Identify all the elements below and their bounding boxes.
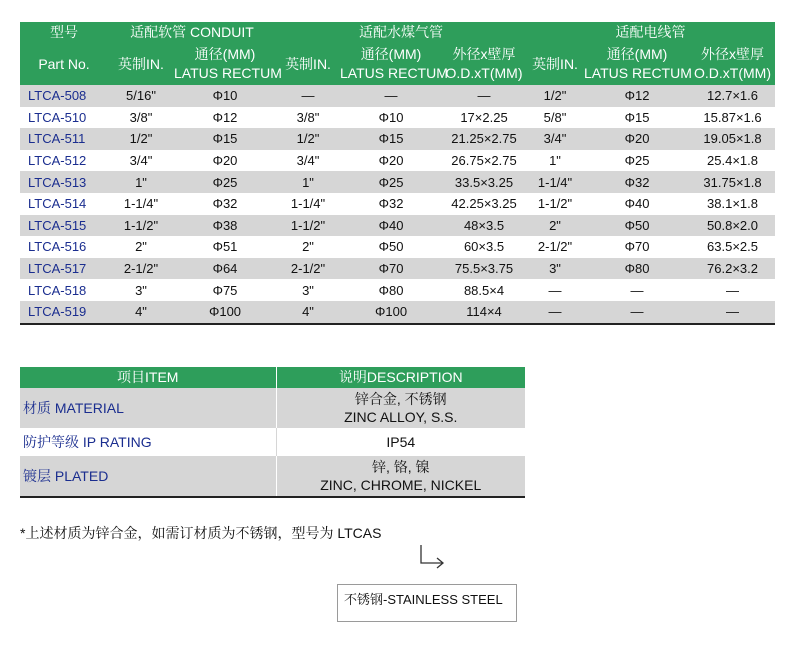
wire-bore-cell: Φ20 (584, 128, 690, 150)
wire-inch-cell: 3" (526, 258, 584, 280)
wire-inch-cell: 5/8" (526, 107, 584, 129)
conduit-bore-cell: Φ25 (174, 171, 276, 193)
table-row (20, 85, 775, 107)
conduit-inch-cell: 3/4" (108, 150, 174, 172)
material-table (20, 367, 525, 498)
part-number-cell: LTCA-519 (20, 301, 108, 324)
description-cn: 锌, 铬, 镍 (371, 459, 430, 475)
gas-od-cell: 60×3.5 (442, 236, 526, 258)
wire-od-cell: 31.75×1.8 (690, 171, 775, 193)
gas-bore-cell: Φ10 (340, 107, 442, 129)
description-cn: 锌合金, 不锈钢 (354, 391, 447, 407)
item-header: 项目ITEM (20, 367, 276, 388)
wire-bore-cell: Φ50 (584, 215, 690, 237)
conduit-bore-cell: Φ20 (174, 150, 276, 172)
footnote: *上述材质为锌合金，如需订材质为不锈钢，型号为 LTCAS (20, 525, 382, 541)
table-row (20, 150, 775, 172)
conduit-inch-cell: 1-1/2" (108, 215, 174, 237)
gas-od-cell: 21.25×2.75 (442, 128, 526, 150)
stainless-steel-callout: 不锈钢-STAINLESS STEEL (337, 584, 517, 622)
wire-od-cell: 25.4×1.8 (690, 150, 775, 172)
gas-od-cell: 33.5×3.25 (442, 171, 526, 193)
bore-cn-label: 通径(MM) (360, 46, 422, 62)
wire-inch-cell: 3/4" (526, 128, 584, 150)
description-en: ZINC ALLOY, S.S. (344, 409, 458, 425)
wire-od-cell: 15.87×1.6 (690, 107, 775, 129)
conduit-inch-cell: 5/16" (108, 85, 174, 107)
gas-od-cell: 26.75×2.75 (442, 150, 526, 172)
part-number-cell: LTCA-513 (20, 171, 108, 193)
part-no-header: Part No. (20, 43, 108, 85)
wire-od-cell: 76.2×3.2 (690, 258, 775, 280)
gas-inch-cell: 2" (276, 236, 340, 258)
conduit-header: 适配软管 CONDUIT (108, 22, 276, 43)
gas-od-cell: — (442, 85, 526, 107)
conduit-inch-cell: 1/2" (108, 128, 174, 150)
gas-inch-cell: 3" (276, 279, 340, 301)
wire-od-cell: 12.7×1.6 (690, 85, 775, 107)
wire-inch-cell: — (526, 301, 584, 324)
table-row (20, 388, 525, 428)
table-row (20, 215, 775, 237)
gas-inch-cell: 3/8" (276, 107, 340, 129)
model-header: 型号 (20, 22, 108, 43)
bore-cn-label: 通径(MM) (194, 46, 256, 62)
wire-bore-cell: Φ70 (584, 236, 690, 258)
conduit-bore-cell: Φ15 (174, 128, 276, 150)
wire-inch-header: 英制IN. (526, 43, 584, 85)
gas-bore-cell: Φ50 (340, 236, 442, 258)
conduit-inch-cell: 2-1/2" (108, 258, 174, 280)
bore-cn-label: 通径(MM) (606, 46, 668, 62)
conduit-inch-cell: 3/8" (108, 107, 174, 129)
wire-bore-cell: Φ32 (584, 171, 690, 193)
gas-od-cell: 48×3.5 (442, 215, 526, 237)
wire-bore-cell: Φ40 (584, 193, 690, 215)
gas-od-cell: 17×2.25 (442, 107, 526, 129)
part-number-cell: LTCA-517 (20, 258, 108, 280)
wire-bore-cell: Φ80 (584, 258, 690, 280)
gas-od-cell: 75.5×3.75 (442, 258, 526, 280)
conduit-inch-cell: 2" (108, 236, 174, 258)
gas-bore-cell: Φ100 (340, 301, 442, 324)
wire-inch-cell: 2" (526, 215, 584, 237)
part-number-cell: LTCA-510 (20, 107, 108, 129)
bore-en-label: LATUS RECTUM (174, 65, 282, 81)
conduit-inch-cell: 3" (108, 279, 174, 301)
bore-en-label: LATUS RECTUM (584, 65, 692, 81)
gas-bore-cell: Φ80 (340, 279, 442, 301)
corner-arrow-icon (418, 544, 448, 570)
gas-inch-cell: — (276, 85, 340, 107)
od-en-label: O.D.xT(MM) (694, 65, 772, 81)
wire-bore-cell: Φ15 (584, 107, 690, 129)
wire-od-cell: 38.1×1.8 (690, 193, 775, 215)
spec-table-body (20, 85, 775, 324)
gas-bore-cell: Φ20 (340, 150, 442, 172)
table-row (20, 301, 775, 324)
wire-od-cell: 19.05×1.8 (690, 128, 775, 150)
od-cn-label: 外径x壁厚 (452, 46, 516, 62)
wire-bore-header (584, 43, 690, 85)
part-number-cell: LTCA-512 (20, 150, 108, 172)
wire-pipe-header: 适配电线管 (526, 22, 775, 43)
part-number-cell: LTCA-511 (20, 128, 108, 150)
gas-bore-cell: Φ25 (340, 171, 442, 193)
gas-inch-cell: 1/2" (276, 128, 340, 150)
conduit-bore-cell: Φ100 (174, 301, 276, 324)
wire-inch-cell: 1-1/4" (526, 171, 584, 193)
wire-inch-cell: 1" (526, 150, 584, 172)
gas-inch-cell: 2-1/2" (276, 258, 340, 280)
conduit-bore-header (174, 43, 282, 85)
conduit-inch-cell: 1-1/4" (108, 193, 174, 215)
wire-od-cell: 50.8×2.0 (690, 215, 775, 237)
conduit-inch-header: 英制IN. (108, 43, 174, 85)
part-number-cell: LTCA-514 (20, 193, 108, 215)
part-number-cell: LTCA-516 (20, 236, 108, 258)
description-header: 说明DESCRIPTION (276, 367, 525, 388)
wire-bore-cell: Φ25 (584, 150, 690, 172)
part-number-cell: LTCA-518 (20, 279, 108, 301)
part-number-cell: LTCA-508 (20, 85, 108, 107)
conduit-bore-cell: Φ51 (174, 236, 276, 258)
wire-od-cell: — (690, 279, 775, 301)
plated-item-label: 镀层 PLATED (20, 456, 276, 497)
description-en: IP54 (386, 434, 416, 450)
material-item-label: 材质 MATERIAL (20, 388, 276, 428)
table-row (20, 279, 775, 301)
gas-bore-cell: Φ40 (340, 215, 442, 237)
description-en: ZINC, CHROME, NICKEL (320, 477, 482, 493)
table-row (20, 258, 775, 280)
table-row (20, 193, 775, 215)
gas-bore-cell: Φ15 (340, 128, 442, 150)
gas-od-cell: 114×4 (442, 301, 526, 324)
gas-od-header (442, 43, 526, 85)
gas-od-cell: 42.25×3.25 (442, 193, 526, 215)
wire-inch-cell: 1/2" (526, 85, 584, 107)
conduit-bore-cell: Φ38 (174, 215, 276, 237)
gas-bore-cell: Φ70 (340, 258, 442, 280)
bore-en-label: LATUS RECTUM (340, 65, 448, 81)
ip-rating-description (276, 428, 525, 456)
conduit-inch-cell: 4" (108, 301, 174, 324)
material-description (276, 388, 525, 428)
table-row (20, 171, 775, 193)
conduit-bore-cell: Φ32 (174, 193, 276, 215)
conduit-bore-cell: Φ64 (174, 258, 276, 280)
gas-inch-header: 英制IN. (276, 43, 340, 85)
wire-od-cell: — (690, 301, 775, 324)
spec-table (20, 22, 775, 325)
wire-od-header (690, 43, 775, 85)
gas-bore-cell: — (340, 85, 442, 107)
gas-bore-header (340, 43, 448, 85)
table-row (20, 456, 525, 497)
gas-inch-cell: 1" (276, 171, 340, 193)
gas-inch-cell: 3/4" (276, 150, 340, 172)
wire-bore-cell: — (584, 279, 690, 301)
wire-bore-cell: — (584, 301, 690, 324)
wire-inch-cell: 1-1/2" (526, 193, 584, 215)
gas-inch-cell: 4" (276, 301, 340, 324)
wire-inch-cell: 2-1/2" (526, 236, 584, 258)
wire-od-cell: 63.5×2.5 (690, 236, 775, 258)
conduit-inch-cell: 1" (108, 171, 174, 193)
conduit-bore-cell: Φ10 (174, 85, 276, 107)
part-number-cell: LTCA-515 (20, 215, 108, 237)
plated-description (276, 456, 525, 497)
gas-pipe-header: 适配水煤气管 (276, 22, 526, 43)
ip-rating-item-label: 防护等级 IP RATING (20, 428, 276, 456)
conduit-bore-cell: Φ12 (174, 107, 276, 129)
gas-inch-cell: 1-1/2" (276, 215, 340, 237)
gas-od-cell: 88.5×4 (442, 279, 526, 301)
conduit-bore-cell: Φ75 (174, 279, 276, 301)
wire-inch-cell: — (526, 279, 584, 301)
od-en-label: O.D.xT(MM) (445, 65, 523, 81)
wire-bore-cell: Φ12 (584, 85, 690, 107)
table-row (20, 236, 775, 258)
table-row (20, 128, 775, 150)
gas-bore-cell: Φ32 (340, 193, 442, 215)
table-row (20, 107, 775, 129)
table-row (20, 428, 525, 456)
gas-inch-cell: 1-1/4" (276, 193, 340, 215)
od-cn-label: 外径x壁厚 (701, 46, 765, 62)
